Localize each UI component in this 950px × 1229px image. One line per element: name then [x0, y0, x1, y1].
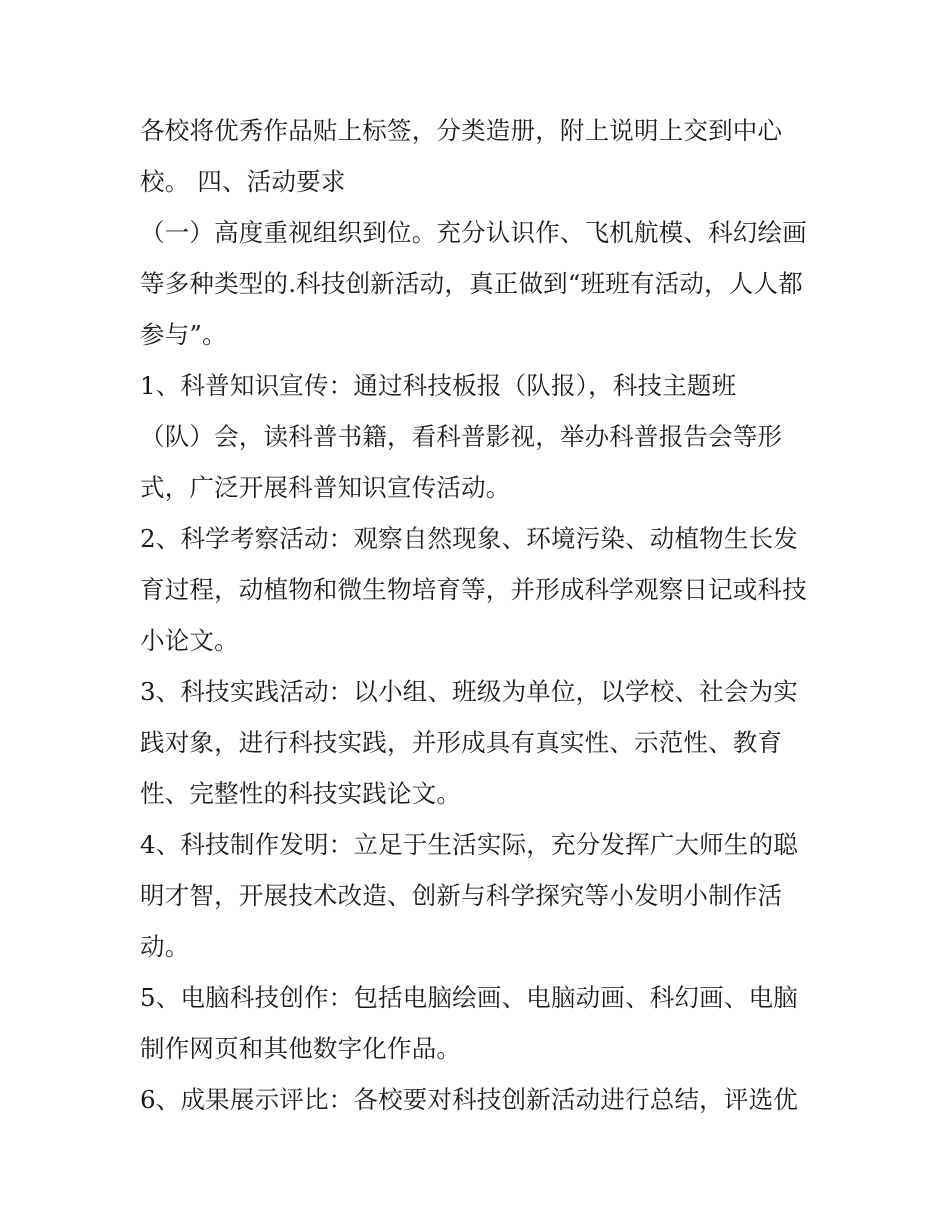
text-line: 1、科普知识宣传：通过科技板报（队报），科技主题班: [140, 371, 737, 400]
text-line: 等多种类型的.科技创新活动，真正做到“班班有活动，人人都: [140, 269, 803, 298]
text-line: 2、科学考察活动：观察自然现象、环境污染、动植物生长发: [140, 524, 798, 553]
text-line: 校。 四、活动要求: [140, 167, 346, 196]
text-line: 6、成果展示评比：各校要对科技创新活动进行总结，评选优: [140, 1085, 798, 1114]
text-line: （队）会，读科普书籍，看科普影视，举办科普报告会等形: [140, 422, 783, 451]
text-line: 明才智，开展技术改造、创新与科学探究等小发明小制作活: [140, 881, 783, 910]
document-body: [140, 105, 830, 1125]
text-line: 3、科技实践活动：以小组、班级为单位，以学校、社会为实: [140, 677, 798, 706]
text-line: 制作网页和其他数字化作品。: [140, 1034, 462, 1063]
text-line: 参与”。: [140, 320, 227, 349]
text-line: 性、完整性的科技实践论文。: [140, 779, 462, 808]
text-line: 践对象，进行科技实践，并形成具有真实性、示范性、教育: [140, 728, 783, 757]
text-line: （一）高度重视组织到位。充分认识作、飞机航模、科幻绘画: [140, 218, 807, 247]
text-line: 各校将优秀作品贴上标签，分类造册，附上说明上交到中心: [140, 116, 783, 145]
text-line: 5、电脑科技创作：包括电脑绘画、电脑动画、科幻画、电脑: [140, 983, 798, 1012]
text-line: 4、科技制作发明：立足于生活实际，充分发挥广大师生的聪: [140, 830, 798, 859]
text-line: 育过程，动植物和微生物培育等，并形成科学观察日记或科技: [140, 575, 807, 604]
text-line: 小论文。: [140, 626, 239, 655]
text-line: 动。: [140, 932, 190, 961]
text-line: 式，广泛开展科普知识宣传活动。: [140, 473, 511, 502]
